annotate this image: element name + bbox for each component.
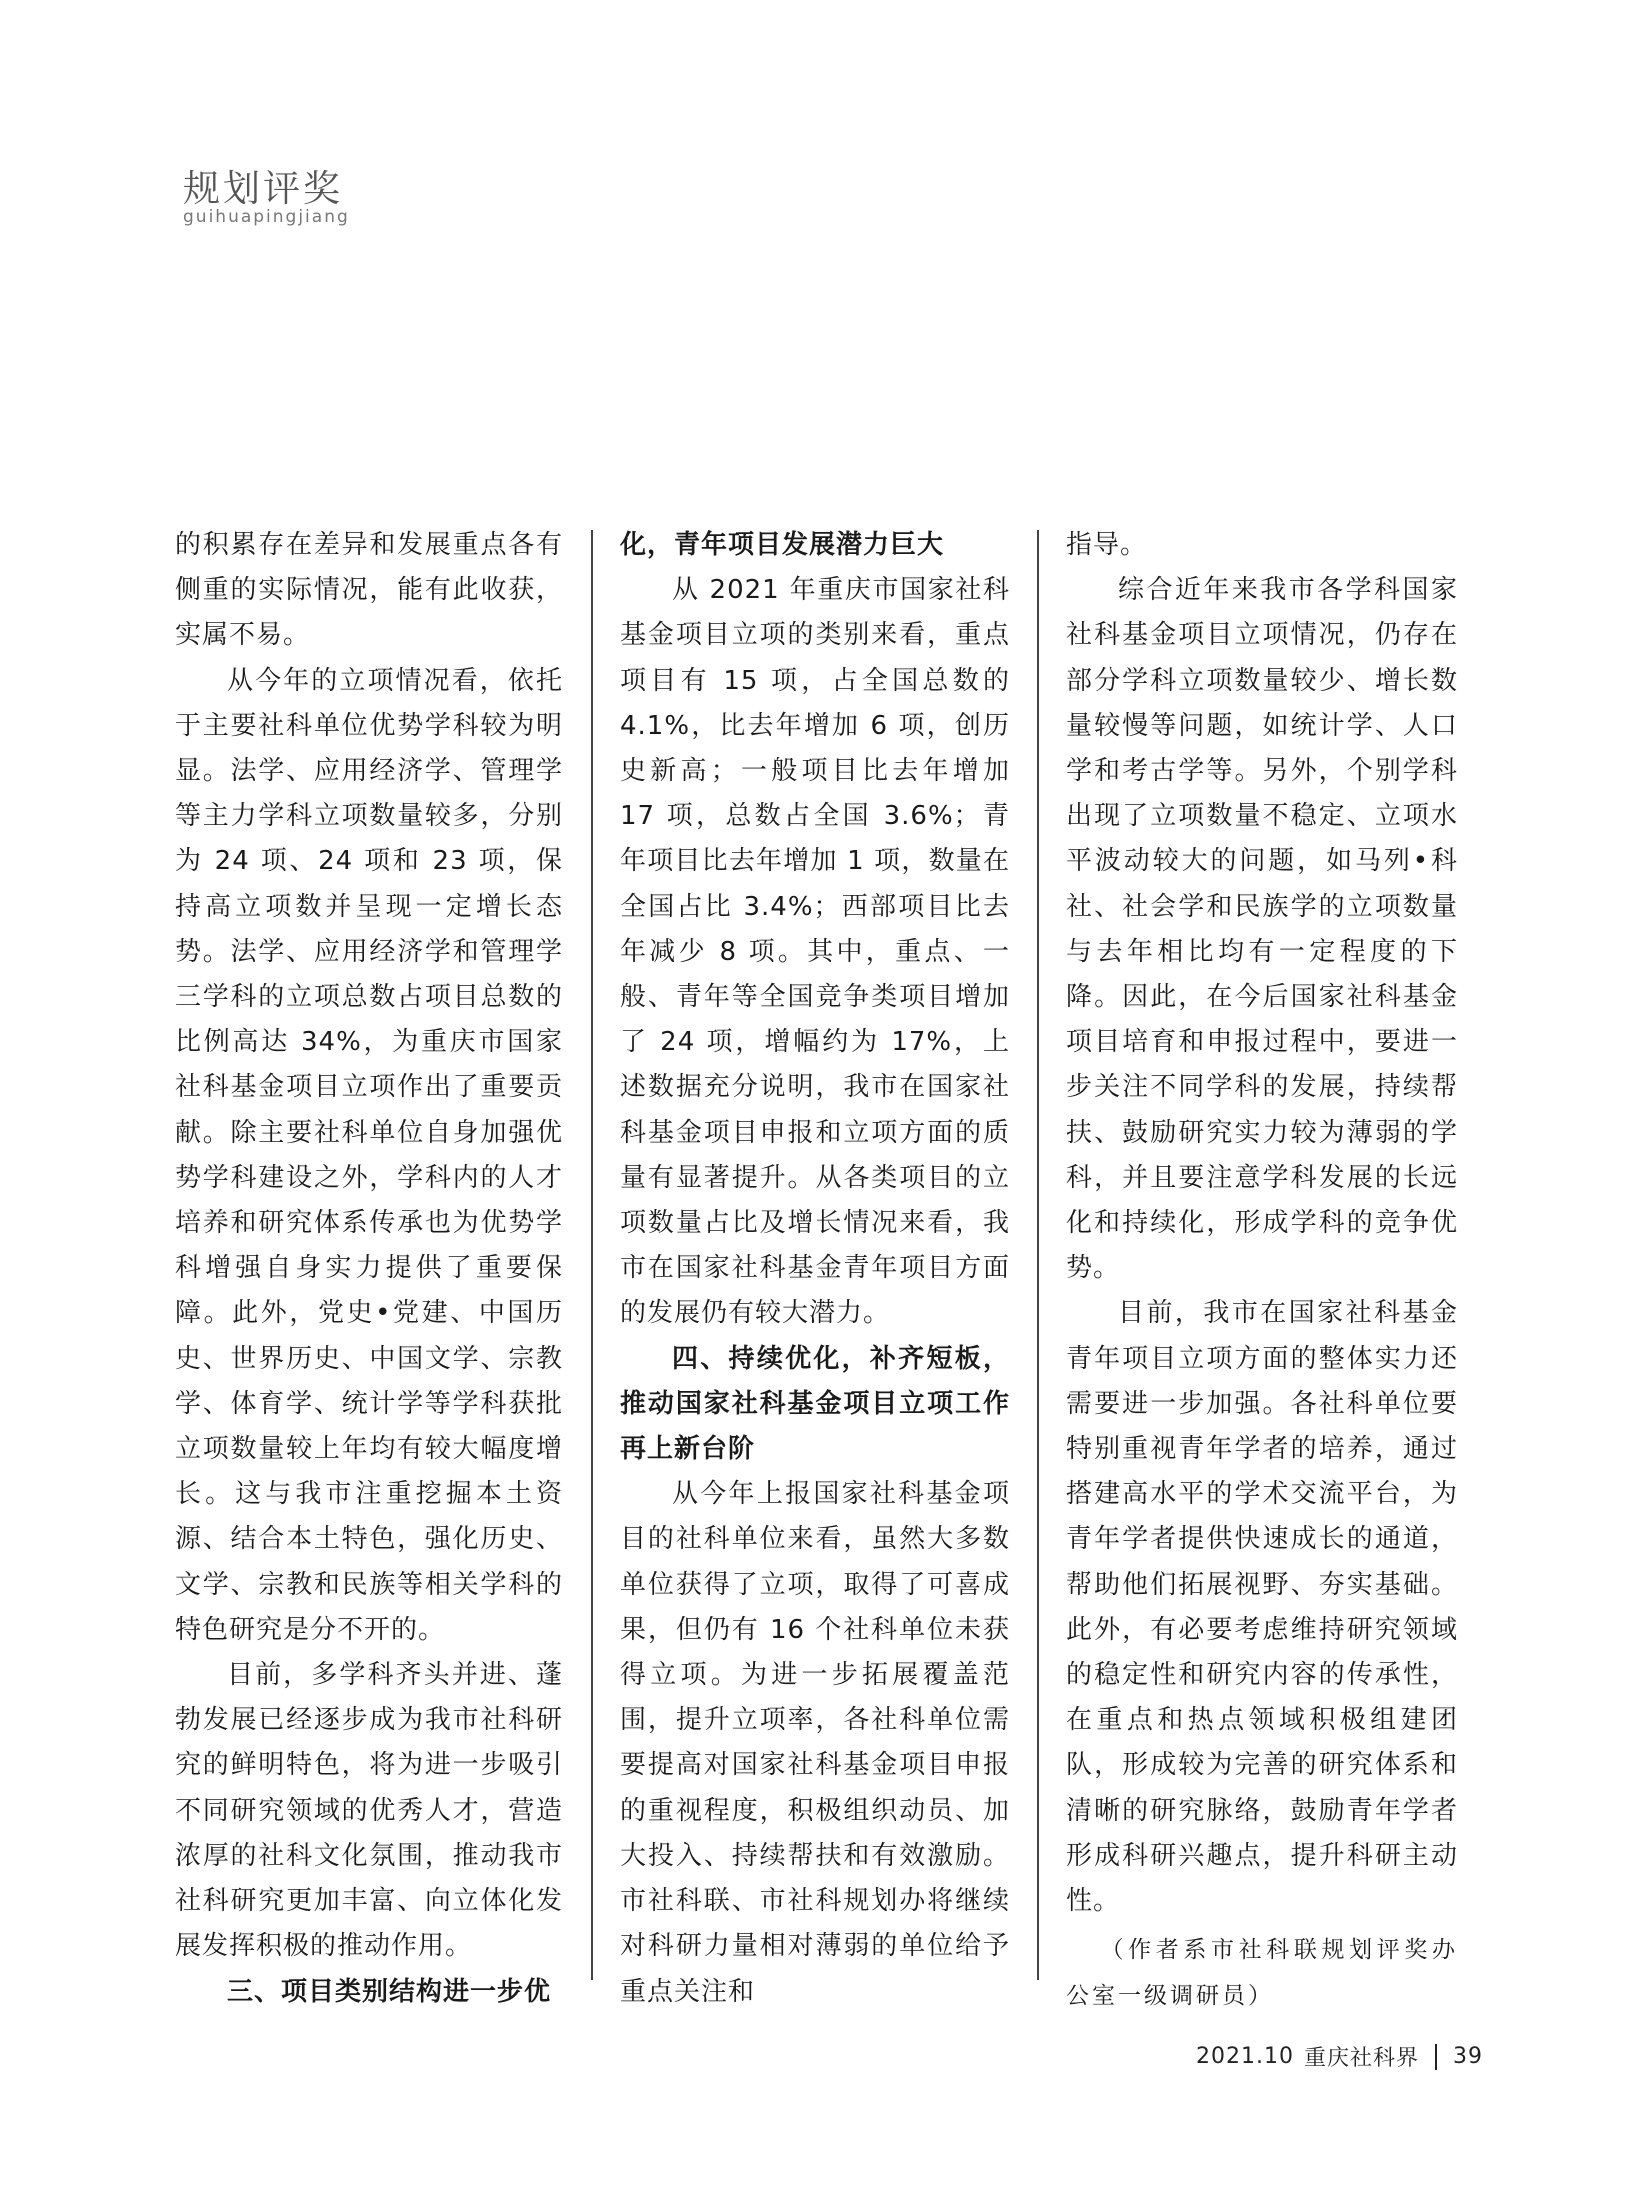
section-heading: 三、项目类别结构进一步优	[227, 1976, 552, 2007]
author-note: （作者系市社科联规划评奖办公室一级调研员）	[1066, 1937, 1458, 2009]
column-divider	[1037, 530, 1039, 1980]
text-column-1	[175, 523, 563, 2015]
section-pinyin: guihuapingjiang	[183, 207, 350, 227]
section-heading: 化，青年项目发展潜力巨大	[620, 530, 945, 560]
magazine-name: 重庆社科界	[1303, 2046, 1419, 2071]
paragraph: 目前，我市在国家社科基金青年项目立项方面的整体实力还需要进一步加强。各社科单位要特别重视青年学者的培养，通过搭建高水平的学术交流平台，为青年学者提供快速成长的通道，帮助他们拓展视野、夯实基础。此外，有必要考虑维持研究领域的稳定性和研究内容的传承性，在重点和热点领域积极组建团队，形成较为完善的研究体系和清晰的研究脉络，鼓励青年学者形成科研兴趣点，提升科研主动性。	[1066, 1298, 1458, 1917]
issue-date: 2021.10	[1196, 2044, 1294, 2069]
paragraph: 从 2021 年重庆市国家社科基金项目立项的类别来看，重点项目有 15 项，占全国总数的 4.1%，比去年增加 6 项，创历史新高；一般项目比去年增加 17 项，总数占全国 3.6%；青年项目比去年增加 1 项，数量在全国占比 3.4%；西部项目比去年减少 8 项。其中，重点、一般、青年等全国竞争类项目增加了 24 项，增幅约为 17%，上述数据充分说明，我市在国家社科基金项目申报和立项方面的质量有显著提升。从各类项目的立项数量占比及增长情况来看，我市在国家社科基金青年项目方面的发展仍有较大潜力。	[620, 575, 1010, 1329]
column-divider	[591, 530, 593, 1980]
paragraph: 从今年的立项情况看，依托于主要社科单位优势学科较为明显。法学、应用经济学、管理学等主力学科立项数量较多，分别为 24 项、24 项和 23 项，保持高立项数并呈现一定增长态势。法学、应用经济学和管理学三学科的立项总数占项目总数的比例高达 34%，为重庆市国家社科基金项目立项作出了重要贡献。除主要社科单位自身加强优势学科建设之外，学科内的人才培养和研究体系传承也为优势学科增强自身实力提供了重要保障。此外，党史•党建、中国历史、世界历史、中国文学、宗教学、体育学、统计学等学科获批立项数量较上年均有较大幅度增长。这与我市注重挖掘本土资源、结合本土特色，强化历史、文学、宗教和民族等相关学科的特色研究是分不开的。	[175, 665, 563, 1645]
paragraph: 从今年上报国家社科基金项目的社科单位来看，虽然大多数单位获得了立项，取得了可喜成果，但仍有 16 个社科单位未获得立项。为进一步拓展覆盖范围，提升立项率，各社科单位需要提高对国家社科基金项目申报的重视程度，积极组织动员、加大投入、持续帮扶和有效激励。市社科联、市社科规划办将继续对科研力量相对薄弱的单位给予重点关注和	[620, 1479, 1010, 2007]
paragraph: 综合近年来我市各学科国家社科基金项目立项情况，仍存在部分学科立项数量较少、增长数量较慢等问题，如统计学、人口学和考古学等。另外，个别学科出现了立项数量不稳定、立项水平波动较大的问题，如马列•科社、社会学和民族学的立项数量与去年相比均有一定程度的下降。因此，在今后国家社科基金项目培育和申报过程中，要进一步关注不同学科的发展，持续帮扶、鼓励研究实力较为薄弱的学科，并且要注意学科发展的长远化和持续化，形成学科的竞争优势。	[1066, 575, 1458, 1284]
page-footer	[1196, 2041, 1483, 2072]
paragraph: 指导。	[1066, 530, 1148, 560]
footer-divider	[1435, 2044, 1437, 2070]
text-column-3	[1066, 523, 1458, 2019]
paragraph: 的积累存在差异和发展重点各有侧重的实际情况，能有此收获，实属不易。	[175, 530, 563, 651]
section-title: 规划评奖	[183, 167, 343, 210]
section-heading: 四、持续优化，补齐短板，推动国家社科基金项目立项工作再上新台阶	[620, 1343, 1010, 1465]
page-number: 39	[1453, 2044, 1483, 2069]
paragraph: 目前，多学科齐头并进、蓬勃发展已经逐步成为我市社科研究的鲜明特色，将为进一步吸引不同研究领域的优秀人才，营造浓厚的社科文化氛围，推动我市社科研究更加丰富、向立体化发展发挥积极的推动作用。	[175, 1660, 563, 1962]
text-column-2	[620, 523, 1010, 2015]
